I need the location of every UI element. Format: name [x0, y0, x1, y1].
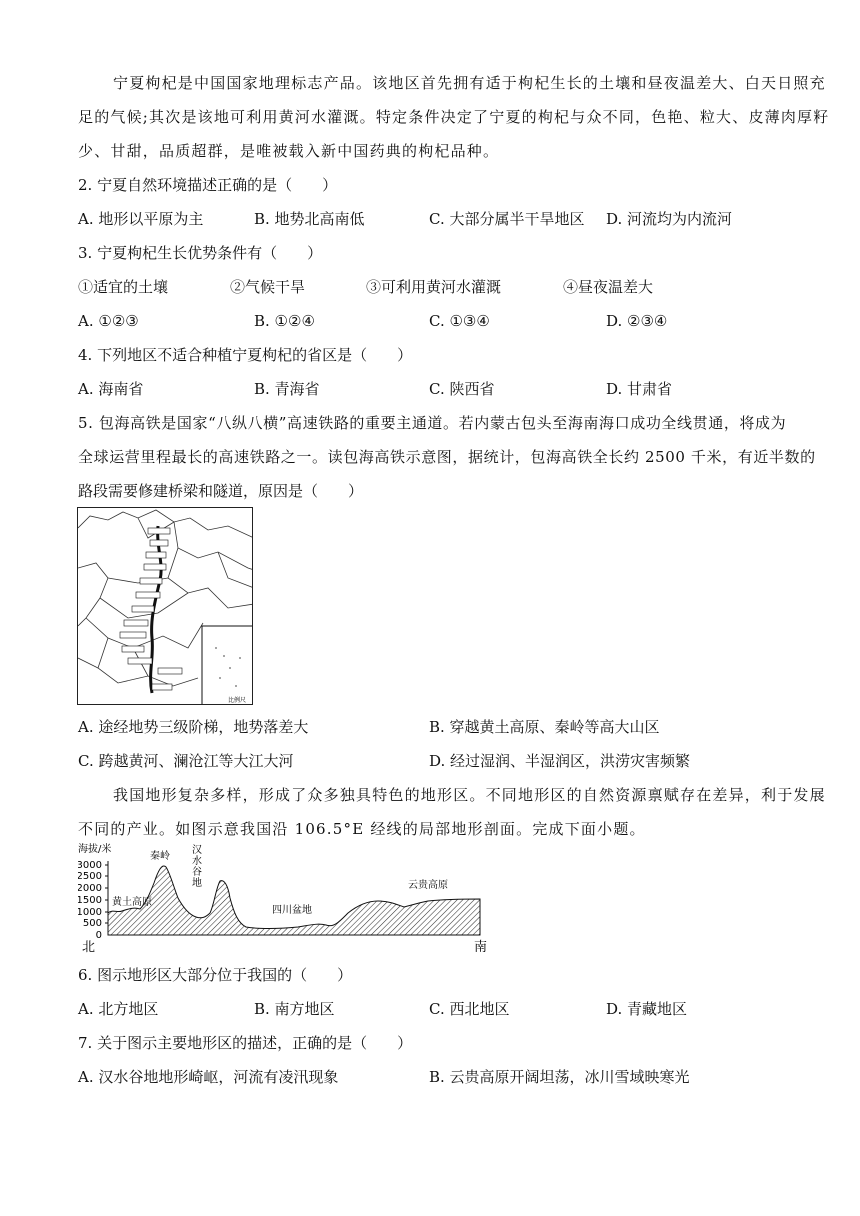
q5-stem-line3: 路段需要修建桥梁和隧道，原因是（ ） — [78, 482, 364, 500]
map-province-line-2 — [168, 548, 253, 608]
station-label-box — [132, 606, 154, 612]
profile-tick-label: 3000 — [78, 860, 102, 871]
q3-item-2: ②气候干旱 — [230, 278, 306, 296]
profile-tick-label: 2500 — [78, 871, 102, 882]
q5-option-c: C. 跨越黄河、澜沧江等大江大河 — [78, 752, 294, 770]
q5-stem-line1: 5. 包海高铁是国家“八纵八横”高速铁路的重要主通道。若内蒙古包头至海南海口成功全线贯通，将成为 — [78, 414, 787, 432]
label-qinling: 秦岭 — [150, 851, 170, 862]
q3-stem: 3. 宁夏枸杞生长优势条件有（ ） — [78, 244, 323, 262]
q4-option-b: B. 青海省 — [254, 380, 320, 398]
profile-north-label: 北 — [82, 940, 96, 955]
passage1-line2: 足的气候;其次是该地可利用黄河水灌溉。特定条件决定了宁夏的枸杞与众不同，色艳、粒大、皮薄肉厚籽 — [78, 108, 830, 126]
label-loess-plateau: 黄土高原 — [112, 897, 152, 908]
label-hanshui-4: 地 — [192, 878, 202, 889]
q6-option-d: D. 青藏地区 — [606, 1000, 688, 1018]
q5-option-d: D. 经过湿润、半湿润区，洪涝灾害频繁 — [429, 752, 691, 770]
q3-item-1: ①适宜的土壤 — [78, 278, 169, 296]
q3-option-b: B. ①②④ — [254, 312, 315, 330]
profile-tick-label: 500 — [82, 918, 102, 929]
station-label-box — [120, 632, 146, 638]
q3-item-4: ④昼夜温差大 — [563, 278, 654, 296]
q6-stem: 6. 图示地形区大部分位于我国的（ ） — [78, 966, 353, 984]
passage1-line3: 少、甘甜，品质超群，是唯被载入新中国药典的枸杞品种。 — [78, 142, 500, 160]
map-border-west — [78, 563, 108, 626]
q7-option-a: A. 汉水谷地地形崎岖，河流有凌汛现象 — [78, 1068, 339, 1086]
station-label-box — [144, 564, 166, 570]
station-label-box — [146, 552, 166, 558]
profile-tick-label: 0 — [95, 930, 102, 941]
station-label-box — [148, 528, 170, 534]
label-hanshui-1: 汉 — [192, 845, 202, 856]
q4-stem: 4. 下列地区不适合种植宁夏枸杞的省区是（ ） — [78, 346, 413, 364]
terrain-profile-drawing — [78, 843, 488, 955]
q3-option-c: C. ①③④ — [429, 312, 490, 330]
q5-stem-line2: 全球运营里程最长的高速铁路之一。读包海高铁示意图，据统计，包海高铁全长约 2500 千米，有近半数的 — [78, 448, 816, 466]
profile-tick-label: 2000 — [78, 883, 102, 894]
station-label-box — [150, 540, 168, 546]
station-label-box — [152, 684, 172, 690]
south-china-sea-inset — [202, 626, 253, 705]
q2-option-d: D. 河流均为内流河 — [606, 210, 733, 228]
station-label-box — [128, 658, 152, 664]
map-province-line-7 — [78, 658, 98, 668]
q3-option-d: D. ②③④ — [606, 312, 668, 330]
station-label-box — [122, 646, 144, 652]
station-label-box — [124, 620, 148, 626]
q7-option-b: B. 云贵高原开阔坦荡，冰川雪域映寒光 — [429, 1068, 690, 1086]
profile-tick-label: 1500 — [78, 895, 102, 906]
profile-south-label: 南 — [474, 940, 488, 955]
terrain-profile — [78, 843, 488, 955]
q2-option-a: A. 地形以平原为主 — [78, 210, 204, 228]
railway-map — [77, 507, 253, 705]
profile-tick-label: 1000 — [78, 907, 102, 918]
q4-option-c: C. 陕西省 — [429, 380, 495, 398]
q5-option-b: B. 穿越黄土高原、秦岭等高大山区 — [429, 718, 660, 736]
map-province-line-9 — [218, 552, 253, 588]
label-yungui-plateau: 云贵高原 — [408, 880, 448, 891]
q6-option-c: C. 西北地区 — [429, 1000, 510, 1018]
passage2-line1: 我国地形复杂多样，形成了众多独具特色的地形区。不同地形区的自然资源禀赋存在差异，利于发展 — [113, 786, 826, 804]
terrain-profile-shape — [108, 866, 480, 935]
passage1-line1: 宁夏枸杞是中国国家地理标志产品。该地区首先拥有适于枸杞生长的土壤和昼夜温差大、白天日照充 — [113, 74, 826, 92]
map-scale-text: 比例尺 — [228, 697, 247, 704]
label-sichuan-basin: 四川盆地 — [272, 905, 312, 916]
q5-option-a: A. 途经地势三级阶梯，地势落差大 — [78, 718, 309, 736]
q3-option-a: A. ①②③ — [78, 312, 139, 330]
q6-option-a: A. 北方地区 — [78, 1000, 159, 1018]
q3-item-3: ③可利用黄河水灌溉 — [366, 278, 502, 296]
label-hanshui-2: 水 — [192, 856, 202, 867]
profile-y-axis-label: 海拔/米 — [78, 844, 112, 855]
station-label-box — [136, 592, 160, 598]
q4-option-a: A. 海南省 — [78, 380, 144, 398]
q2-option-c: C. 大部分属半干旱地区 — [429, 210, 585, 228]
q4-option-d: D. 甘肃省 — [606, 380, 673, 398]
q2-option-b: B. 地势北高南低 — [254, 210, 365, 228]
q2-stem: 2. 宁夏自然环境描述正确的是（ ） — [78, 176, 338, 194]
q7-stem: 7. 关于图示主要地形区的描述，正确的是（ ） — [78, 1034, 413, 1052]
railway-map-drawing — [78, 508, 253, 705]
passage2-line2: 不同的产业。如图示意我国沿 106.5°E 经线的局部地形剖面。完成下面小题。 — [78, 820, 646, 838]
station-label-box — [158, 668, 182, 674]
q6-option-b: B. 南方地区 — [254, 1000, 335, 1018]
label-hanshui-3: 谷 — [192, 867, 202, 878]
station-label-box — [140, 578, 162, 584]
